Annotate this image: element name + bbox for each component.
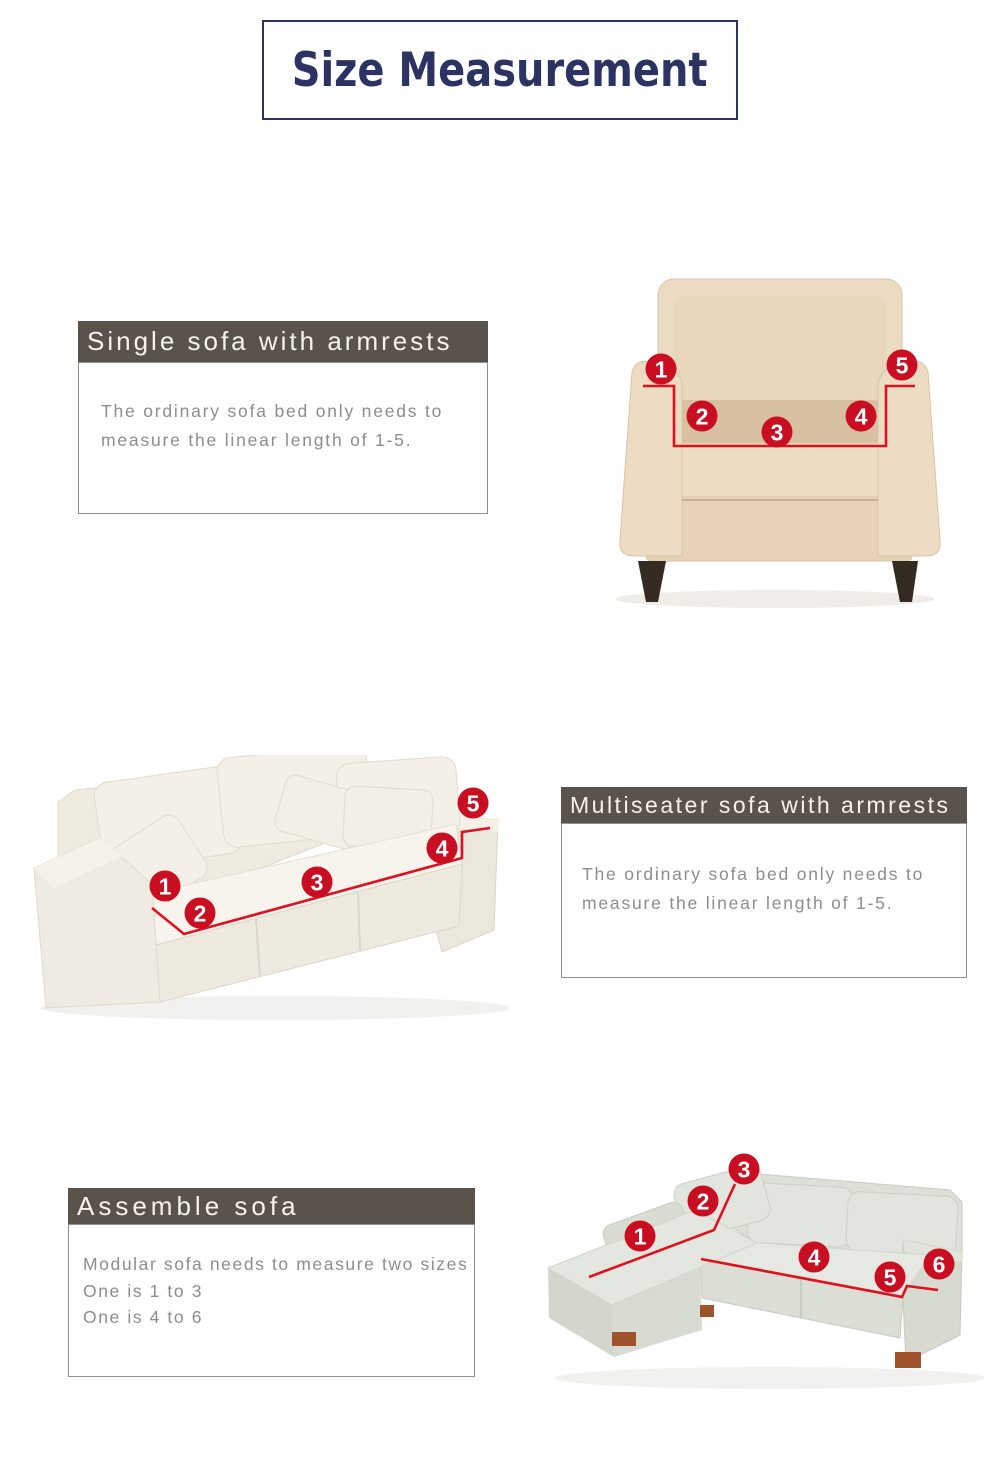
svg-text:1: 1 [654, 356, 668, 383]
body-line: measure the linear length of 1-5. [582, 893, 894, 913]
body-line: One is 1 to 3 [83, 1280, 204, 1301]
svg-text:2: 2 [695, 403, 709, 430]
marker-1 [646, 354, 677, 385]
svg-text:3: 3 [737, 1156, 751, 1183]
sofa-shadow [555, 1367, 985, 1389]
marker-2 [185, 898, 216, 929]
body-line: The ordinary sofa bed only needs to [582, 864, 925, 884]
section-heading: Assemble sofa [77, 1190, 300, 1221]
section-heading: Single sofa with armrests [87, 326, 453, 356]
svg-text:1: 1 [633, 1223, 647, 1250]
page-title: Size Measurement [292, 42, 708, 98]
sofa-foot [700, 1305, 714, 1317]
sofa-foot [612, 1332, 636, 1346]
section-body-assemble-sofa [68, 1224, 475, 1377]
marker-4 [799, 1242, 830, 1273]
title-box [262, 20, 738, 120]
marker-1 [150, 871, 181, 902]
marker-4 [846, 401, 877, 432]
svg-text:5: 5 [883, 1264, 897, 1291]
svg-text:3: 3 [770, 419, 784, 446]
marker-5 [875, 1262, 906, 1293]
body-line: The ordinary sofa bed only needs to [101, 401, 444, 421]
marker-2 [688, 1186, 719, 1217]
marker-5 [887, 350, 918, 381]
svg-text:4: 4 [854, 403, 868, 430]
section-heading: Multiseater sofa with armrests [570, 791, 951, 818]
svg-text:4: 4 [807, 1244, 821, 1271]
sofa-drawing [34, 755, 499, 1008]
sectional-sofa-image [530, 1135, 1000, 1425]
single-armchair-image [600, 250, 1000, 630]
body-line: measure the linear length of 1-5. [101, 430, 413, 450]
marker-5 [458, 788, 489, 819]
marker-2 [687, 401, 718, 432]
svg-text:2: 2 [193, 900, 207, 927]
sofa-foot [895, 1352, 921, 1368]
svg-text:3: 3 [310, 869, 324, 896]
body-line: One is 4 to 6 [83, 1307, 204, 1327]
armchair-shadow [615, 590, 935, 608]
marker-4 [427, 833, 458, 864]
svg-text:1: 1 [158, 873, 172, 900]
marker-3 [729, 1154, 760, 1185]
marker-1 [625, 1221, 656, 1252]
svg-text:5: 5 [895, 352, 909, 379]
svg-text:4: 4 [435, 835, 449, 862]
three-seat-sofa-image [20, 755, 540, 1045]
svg-text:5: 5 [466, 790, 480, 817]
svg-text:6: 6 [932, 1251, 946, 1278]
body-line: Modular sofa needs to measure two sizes [83, 1254, 469, 1274]
section-body-multiseater-sofa [561, 823, 967, 978]
section-header-multiseater-sofa [561, 787, 967, 823]
marker-3 [302, 867, 333, 898]
section-header-assemble-sofa [68, 1188, 475, 1224]
section-body-single-sofa [78, 362, 488, 514]
marker-3 [762, 417, 793, 448]
section-header-single-sofa [78, 321, 488, 362]
svg-text:2: 2 [696, 1188, 710, 1215]
marker-6 [924, 1249, 955, 1280]
